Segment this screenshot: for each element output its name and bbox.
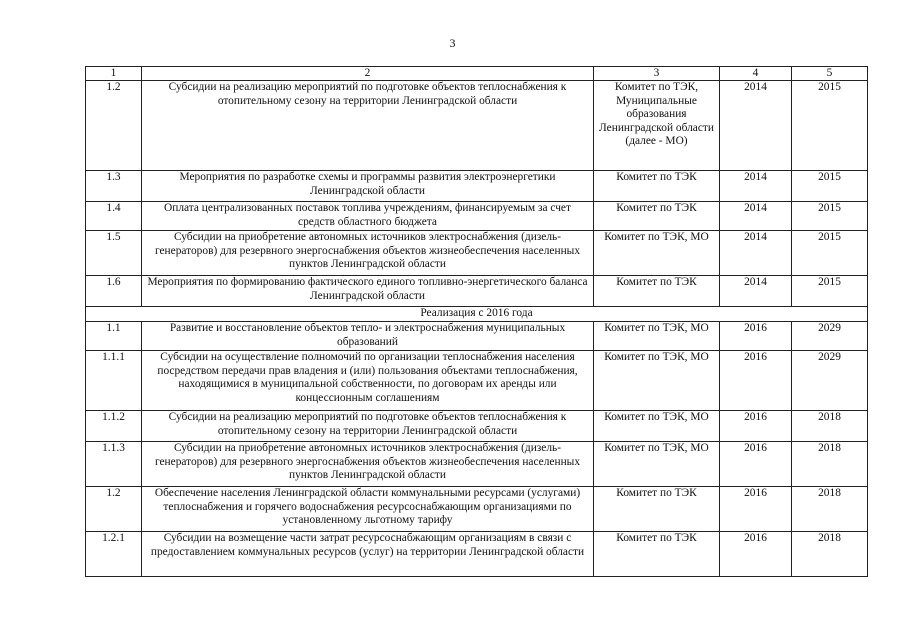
page-number: 3	[449, 36, 456, 50]
table-row	[86, 202, 868, 231]
row-number: 1.2	[86, 81, 142, 171]
column-header: 1	[86, 67, 142, 81]
row-start-year: 2014	[720, 231, 792, 276]
row-name: Оплата централизованных поставок топлива учреждениям, финансируемым за счет средств областного бюджета	[142, 202, 594, 231]
row-number: 1.4	[86, 202, 142, 231]
row-number: 1.1.1	[86, 351, 142, 411]
row-start-year: 2014	[720, 171, 792, 202]
row-number: 1.1	[86, 322, 142, 351]
row-end-year: 2018	[792, 411, 868, 442]
table-row	[86, 442, 868, 487]
row-executor: Комитет по ТЭК	[594, 202, 720, 231]
row-number: 1.2	[86, 487, 142, 532]
row-name: Субсидии на возмещение части затрат ресурсоснабжающим организациям в связи с предоставлением коммунальных ресурсов (услуг) на территории Ленинградской области	[142, 532, 594, 577]
row-start-year: 2016	[720, 487, 792, 532]
row-executor: Комитет по ТЭК	[594, 487, 720, 532]
row-end-year: 2015	[792, 231, 868, 276]
table-row	[86, 171, 868, 202]
row-name: Субсидии на приобретение автономных источников электроснабжения (дизель-генераторов) для резервного энергоснабжения объектов жизнеобеспечения населенных пунктов Ленинградской области	[142, 442, 594, 487]
row-number: 1.6	[86, 276, 142, 307]
row-end-year: 2015	[792, 171, 868, 202]
row-start-year: 2016	[720, 532, 792, 577]
column-header: 3	[594, 67, 720, 81]
table-row	[86, 231, 868, 276]
row-end-year: 2029	[792, 351, 868, 411]
row-start-year: 2014	[720, 276, 792, 307]
row-executor: Комитет по ТЭК	[594, 171, 720, 202]
row-number: 1.5	[86, 231, 142, 276]
row-number: 1.3	[86, 171, 142, 202]
row-name: Развитие и восстановление объектов тепло- и электроснабжения муниципальных образований	[142, 322, 594, 351]
row-executor: Комитет по ТЭК, МО	[594, 411, 720, 442]
row-start-year: 2016	[720, 322, 792, 351]
section-row	[86, 307, 868, 322]
row-start-year: 2016	[720, 411, 792, 442]
row-name: Субсидии на осуществление полномочий по организации теплоснабжения населения посредством передачи прав владения и (или) пользования объектами теплоснабжения, находящимися в муниципальной собственности, по договорам их аренды или концессионным соглашениям	[142, 351, 594, 411]
row-start-year: 2016	[720, 351, 792, 411]
table-row	[86, 411, 868, 442]
table-header-row	[86, 67, 868, 81]
section-title: Реализация с 2016 года	[86, 307, 868, 322]
row-end-year: 2029	[792, 322, 868, 351]
row-number: 1.2.1	[86, 532, 142, 577]
row-number: 1.1.3	[86, 442, 142, 487]
row-executor: Комитет по ТЭК, Муниципальные образования Ленинградской области (далее - МО)	[594, 81, 720, 171]
row-end-year: 2015	[792, 81, 868, 171]
row-number: 1.1.2	[86, 411, 142, 442]
row-executor: Комитет по ТЭК	[594, 532, 720, 577]
row-end-year: 2018	[792, 487, 868, 532]
row-name: Обеспечение населения Ленинградской области коммунальными ресурсами (услугами) теплоснабжения и горячего водоснабжения ресурсоснабжающим организациями по установленному льготному тарифу	[142, 487, 594, 532]
row-end-year: 2018	[792, 442, 868, 487]
program-table	[85, 66, 868, 577]
table-row	[86, 322, 868, 351]
row-executor: Комитет по ТЭК, МО	[594, 351, 720, 411]
row-start-year: 2014	[720, 81, 792, 171]
row-name: Мероприятия по разработке схемы и программы развития электроэнергетики Ленинградской области	[142, 171, 594, 202]
row-name: Субсидии на реализацию мероприятий по подготовке объектов теплоснабжения к отопительному сезону на территории Ленинградской области	[142, 81, 594, 171]
table-row	[86, 532, 868, 577]
row-end-year: 2018	[792, 532, 868, 577]
table-row	[86, 487, 868, 532]
table-row	[86, 351, 868, 411]
row-end-year: 2015	[792, 276, 868, 307]
row-executor: Комитет по ТЭК, МО	[594, 322, 720, 351]
row-name: Мероприятия по формированию фактического единого топливно-энергетического баланса Ленинградской области	[142, 276, 594, 307]
row-name: Субсидии на реализацию мероприятий по подготовке объектов теплоснабжения к отопительному сезону на территории Ленинградской области	[142, 411, 594, 442]
row-executor: Комитет по ТЭК	[594, 276, 720, 307]
table-row	[86, 276, 868, 307]
table-row	[86, 81, 868, 171]
row-start-year: 2014	[720, 202, 792, 231]
row-start-year: 2016	[720, 442, 792, 487]
column-header: 4	[720, 67, 792, 81]
row-end-year: 2015	[792, 202, 868, 231]
column-header: 2	[142, 67, 594, 81]
column-header: 5	[792, 67, 868, 81]
row-executor: Комитет по ТЭК, МО	[594, 442, 720, 487]
row-executor: Комитет по ТЭК, МО	[594, 231, 720, 276]
row-name: Субсидии на приобретение автономных источников электроснабжения (дизель-генераторов) для резервного энергоснабжения объектов жизнеобеспечения населенных пунктов Ленинградской области	[142, 231, 594, 276]
